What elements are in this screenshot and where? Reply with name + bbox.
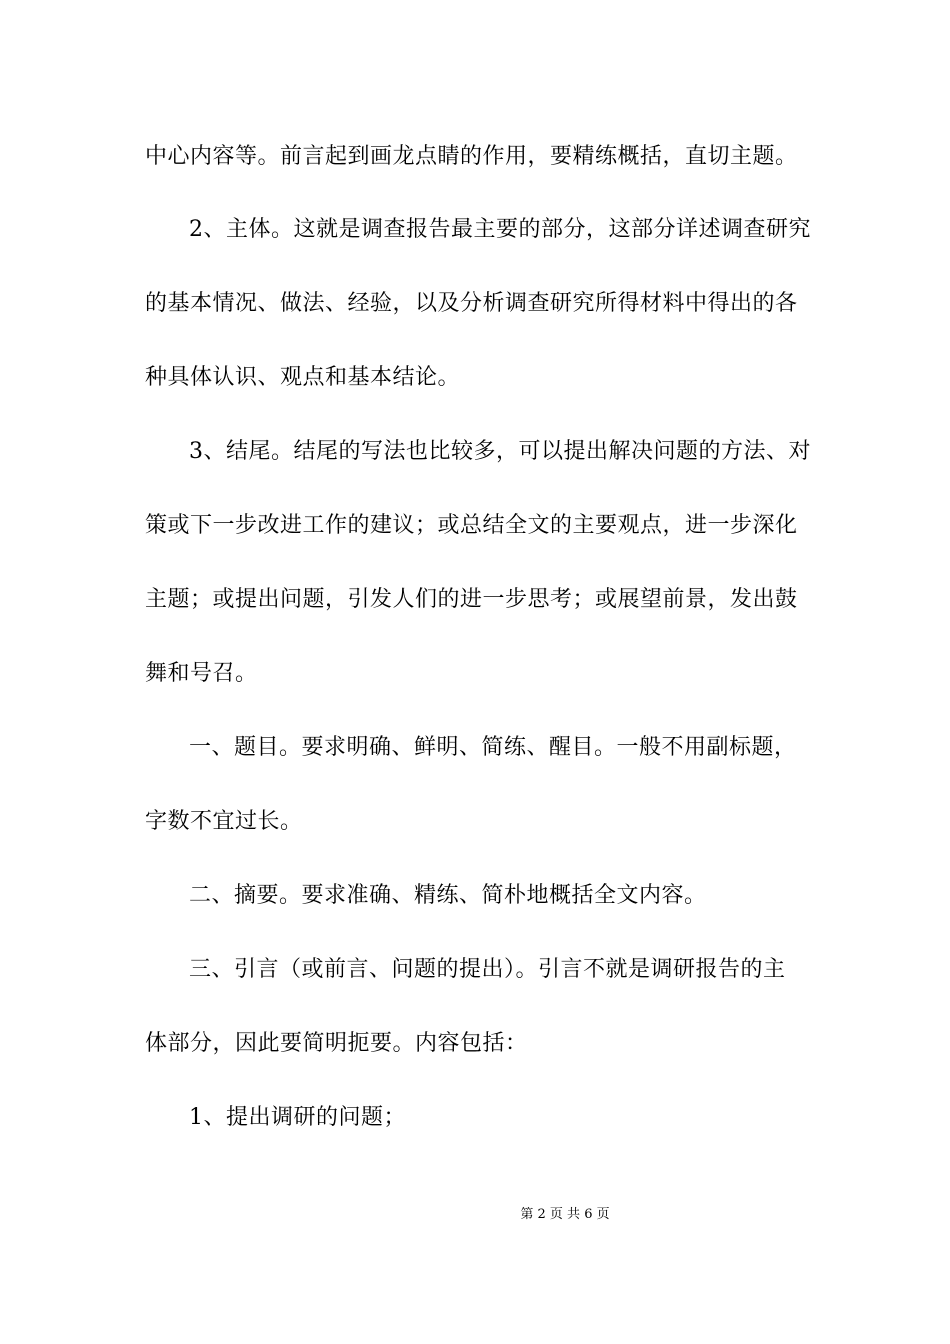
text-line-10: 字数不宜过长。: [145, 809, 303, 834]
text-line-12: 三、引言（或前言、问题的提出）。引言不就是调研报告的主: [189, 957, 786, 982]
text-line-4: 种具体认识、观点和基本结论。: [145, 365, 461, 390]
text-line-6: 策或下一步改进工作的建议；或总结全文的主要观点，进一步深化: [145, 513, 798, 538]
text-line-2: 2、主体。这就是调查报告最主要的部分，这部分详述调查研究: [189, 217, 811, 242]
text-line-11: 二、摘要。要求准确、精练、简朴地概括全文内容。: [189, 883, 707, 908]
text-line-1: 中心内容等。前言起到画龙点睛的作用，要精练概括，直切主题。: [145, 144, 798, 169]
text-line-7: 主题；或提出问题，引发人们的进一步思考；或展望前景，发出鼓: [145, 587, 798, 612]
text-line-13: 体部分，因此要简明扼要。内容包括：: [145, 1031, 528, 1056]
text-line-8: 舞和号召。: [145, 661, 258, 686]
page-number-footer: 第 2 页 共 6 页: [520, 1207, 610, 1222]
text-line-5: 3、结尾。结尾的写法也比较多，可以提出解决问题的方法、对: [189, 439, 811, 464]
text-line-14: 1、提出调研的问题；: [189, 1105, 406, 1130]
text-line-9: 一、题目。要求明确、鲜明、简练、醒目。一般不用副标题，: [189, 735, 797, 760]
text-line-3: 的基本情况、做法、经验，以及分析调查研究所得材料中得出的各: [145, 291, 798, 316]
